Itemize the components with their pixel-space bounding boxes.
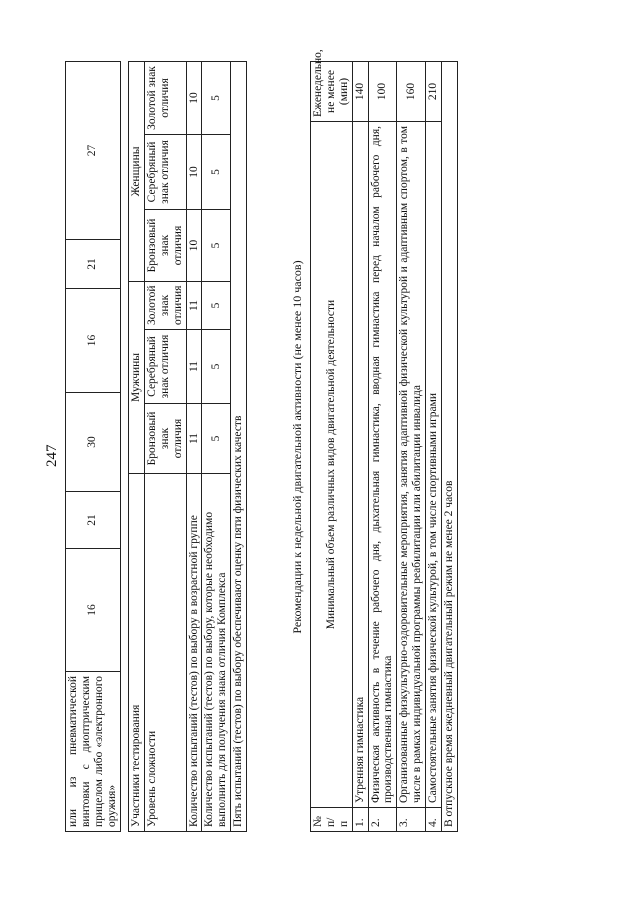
- shooting-description: или из пневматической винтовки с диоптрическим прицелом либо «электронного оружия»: [66, 672, 121, 832]
- activity-text: Физическая активность в течение рабочего дня, дыхательная гимнастика, вводная гимнастика перед началом рабочего дня, производственная гимнастика: [368, 122, 397, 808]
- table-weekly-activity: [310, 49, 458, 832]
- table-cell: 5: [202, 209, 231, 281]
- level-cell: Золотой знак отличия: [144, 61, 186, 134]
- table-row: [144, 61, 186, 831]
- participants-label: Участники тестирования: [129, 474, 145, 832]
- table-cell: 16: [66, 289, 121, 393]
- tests-count-label: Количество испытаний (тестов) по выбору в возрастной группе: [186, 474, 202, 832]
- row-number: 1.: [352, 808, 368, 832]
- table-row: [397, 62, 426, 832]
- level-label: Уровень сложности: [144, 474, 186, 832]
- women-header: Женщины: [129, 61, 145, 281]
- tests-required-label: Количество испытаний (тестов) по выбору, которые необходимо выполнить для получения знака отличия Комплекса: [202, 474, 231, 832]
- table-row: [202, 61, 231, 831]
- table-cell: 21: [66, 240, 121, 289]
- table-cell: 5: [202, 134, 231, 209]
- table-row: [426, 62, 442, 832]
- table-cell: 5: [202, 61, 231, 134]
- table-cell: 10: [186, 134, 202, 209]
- row-number: 4.: [426, 808, 442, 832]
- activity-text: Самостоятельные занятия физической культурой, в том числе спортивными играми: [426, 122, 442, 808]
- col-activity-header: Минимальный объем различных видов двигательной деятельности: [311, 122, 353, 808]
- table-row: [311, 62, 353, 832]
- section-title: Рекомендации к недельной двигательной активности (не менее 10 часов): [290, 260, 304, 634]
- level-cell: Серебряный знак отличия: [144, 134, 186, 209]
- level-cell: Золотой знак отличия: [144, 281, 186, 329]
- table-cell: 30: [66, 393, 121, 492]
- row-number: 3.: [397, 808, 426, 832]
- table-cell: 10: [186, 209, 202, 281]
- table-cell: 11: [186, 281, 202, 329]
- minutes-value: 210: [426, 62, 442, 122]
- level-cell: Бронзовый знак отличия: [144, 404, 186, 474]
- col-weekly-header: Еженедельно, не менее (мин): [311, 62, 353, 122]
- table-cell: 21: [66, 492, 121, 549]
- activity-text: Организованные физкультурно-оздоровительные мероприятия, занятия адаптивной физической культурой и адаптивным спортом, в том числе в рамках индивидуальной программы реабилитации или абилитации инвалида: [397, 122, 426, 808]
- table-row: [441, 62, 457, 832]
- table-cell: 5: [202, 330, 231, 404]
- table-row: [231, 61, 247, 831]
- table-cell: 11: [186, 404, 202, 474]
- level-cell: Бронзовый знак отличия: [144, 209, 186, 281]
- men-header: Мужчины: [129, 281, 145, 473]
- table-row: [129, 61, 145, 831]
- table-cell: 16: [66, 549, 121, 672]
- table-cell: 5: [202, 404, 231, 474]
- minutes-value: 140: [352, 62, 368, 122]
- row-number: 2.: [368, 808, 397, 832]
- table-cell: 11: [186, 330, 202, 404]
- level-cell: Серебряный знак отличия: [144, 330, 186, 404]
- table-shooting-continuation: [65, 61, 121, 832]
- vacation-footer: В отпускное время ежедневный двигательный режим не менее 2 часов: [441, 62, 457, 832]
- col-num-header: № п/п: [311, 808, 353, 832]
- table-row: [186, 61, 202, 831]
- table-cell: 5: [202, 281, 231, 329]
- table-row: [66, 62, 121, 832]
- table-row: [352, 62, 368, 832]
- minutes-value: 160: [397, 62, 426, 122]
- tests-footnote: Пять испытаний (тестов) по выбору обеспечивают оценку пяти физических качеств: [231, 61, 247, 831]
- page-number: 247: [44, 444, 60, 467]
- minutes-value: 100: [368, 62, 397, 122]
- table-cell: 27: [66, 62, 121, 240]
- table-row: [368, 62, 397, 832]
- table-cell: 10: [186, 61, 202, 134]
- table-difficulty-levels: [128, 61, 247, 832]
- activity-text: Утренняя гимнастика: [352, 122, 368, 808]
